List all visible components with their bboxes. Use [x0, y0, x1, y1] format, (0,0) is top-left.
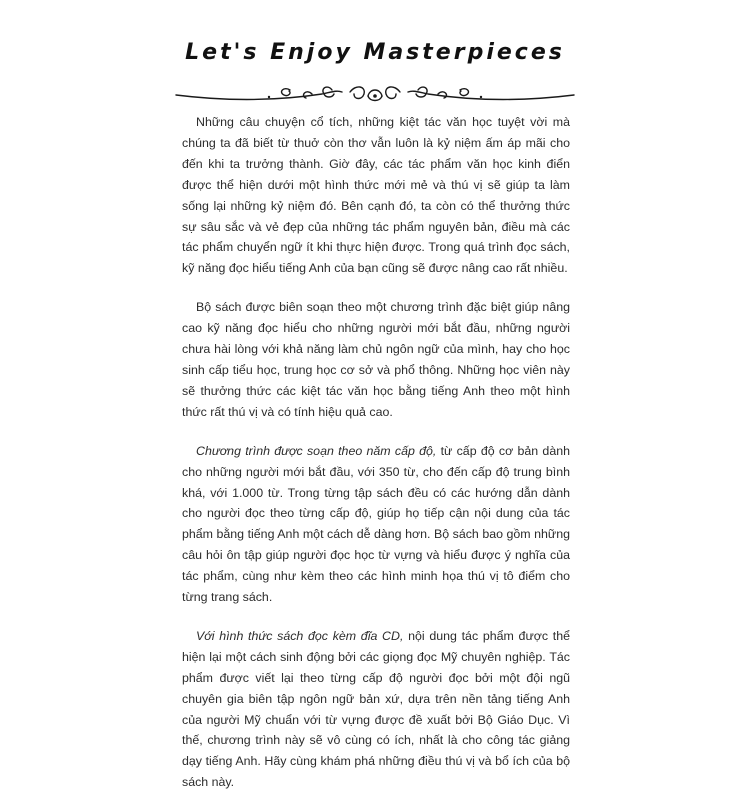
paragraph-3	[182, 441, 570, 608]
page-title: Let's Enjoy Masterpieces	[185, 40, 565, 65]
paragraph-2-text: Bộ sách được biên soạn theo một chương trình đặc biệt giúp nâng cao kỹ năng đọc hiểu cho những người mới bắt đầu, những người chưa hài lòng với khả năng làm chủ ngôn ngữ của mình, hay cho học sinh cấp tiểu học, trung học cơ sở và phổ thông. Những học viên này sẽ thưởng thức các kiệt tác văn học bằng tiếng Anh theo một hình thức rất thú vị và có tính hiệu quả cao.	[182, 300, 570, 419]
paragraph-2	[182, 297, 570, 422]
paragraph-4-text: nội dung tác phẩm được thể hiện lại một cách sinh động bởi các giọng đọc Mỹ chuyên nghiệp. Tác phẩm được viết lại theo từng cấp độ người đọc bởi một đội ngũ chuyên gia biên tập ngôn ngữ bản xứ, dựa trên nền tảng tiếng Anh của người Mỹ chuẩn với từ vựng được đề xuất bởi Bộ Giáo Dục. Vì thế, chương trình này sẽ vô cùng có ích, nhất là cho công tác giảng dạy tiếng Anh. Hãy cùng khám phá những điều thú vị và bổ ích của bộ sách này.	[182, 628, 570, 790]
paragraph-1	[182, 112, 570, 279]
paragraph-1-text: Những câu chuyện cổ tích, những kiệt tác văn học tuyệt vời mà chúng ta đã biết từ thuở còn thơ vẫn luôn là kỷ niệm ấm áp mãi cho đến khi ta trưởng thành. Giờ đây, các tác phẩm văn học kinh điển được thể hiện dưới một hình thức mới mẻ và thú vị sẽ giúp ta làm sống lại những kỷ niệm đó. Bên cạnh đó, ta còn có thể thưởng thức sự sâu sắc và vẻ đẹp của những tác phẩm nguyên bản, điều mà các tác phẩm chuyển ngữ ít khi thực hiện được. Trong quá trình đọc sách, kỹ năng đọc hiểu tiếng Anh của bạn cũng sẽ được nâng cao rất nhiều.	[182, 115, 570, 276]
flourish-divider-icon	[172, 80, 578, 106]
paragraph-3-text: từ cấp độ cơ bản dành cho những người mới bắt đầu, với 350 từ, cho đến cấp độ trung bình khá, với 1.000 từ. Trong từng tập sách đều có các hướng dẫn dành cho người đọc theo từng cấp độ, giúp họ tiếp cận nội dung của tác phẩm bằng tiếng Anh một cách dễ dàng hơn. Bộ sách bao gồm những câu hỏi ôn tập giúp người đọc học từ vựng và hiểu được ý nghĩa của tác phẩm, cùng như kèm theo các hình minh họa thú vị tô điểm cho từng trang sách.	[182, 443, 570, 605]
paragraph-4	[182, 626, 570, 793]
paragraph-3-italic-lead: Chương trình được soạn theo năm cấp độ,	[196, 443, 437, 458]
paragraph-4-italic-lead: Với hình thức sách đọc kèm đĩa CD,	[196, 628, 404, 643]
body-text	[182, 112, 570, 811]
